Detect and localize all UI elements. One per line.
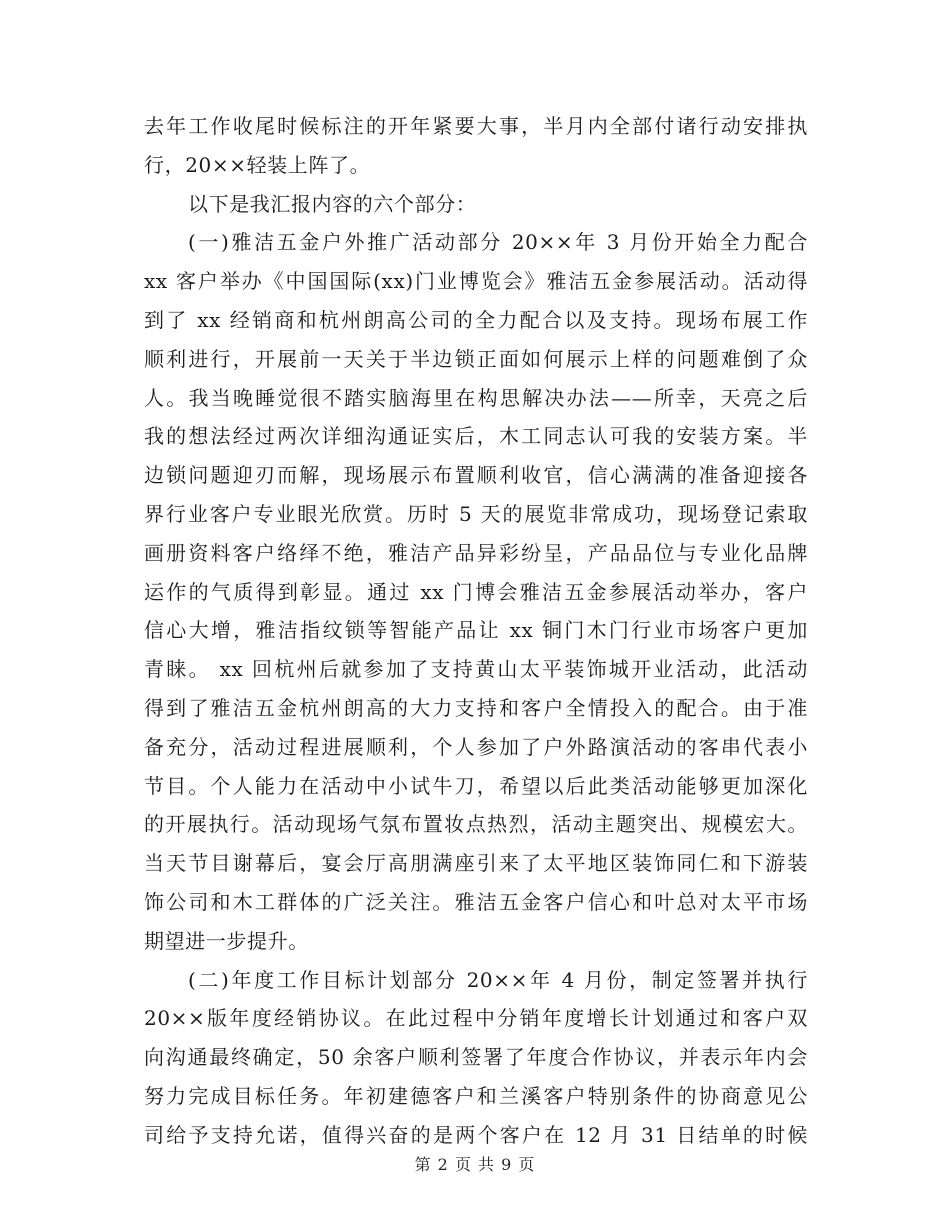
text-line: 边锁问题迎刃而解，现场展示布置顺利收官，信心满满的准备迎接各 [144,463,808,488]
text-line: 期望进一步提升。 [144,928,309,953]
text-line: 界行业客户专业眼光欣赏。历时 5 天的展览非常成功，现场登记索取 [144,501,808,526]
text-line: (一)雅洁五金户外推广活动部分 20××年 3 月份开始全力配合 [188,230,808,255]
text-line: 到了 xx 经销商和杭州朗高公司的全力配合以及支持。现场布展工作 [144,307,808,332]
text-line: 的开展执行。活动现场气氛布置妆点热烈，活动主题突出、规模宏大。 [144,812,808,837]
text-line: 得到了雅洁五金杭州朗高的大力支持和客户全情投入的配合。由于准 [144,695,808,720]
text-line: 顺利进行，开展前一天关于半边锁正面如何展示上样的问题难倒了众 [144,346,808,371]
text-line: xx 客户举办《中国国际(xx)门业博览会》雅洁五金参展活动。活动得 [144,269,808,294]
text-line: 20××版年度经销协议。在此过程中分销年度增长计划通过和客户双 [144,1006,808,1031]
document-body [144,107,808,1155]
text-line: 节目。个人能力在活动中小试牛刀，希望以后此类活动能够更加深化 [144,773,808,798]
text-line: 画册资料客户络绎不绝，雅洁产品异彩纷呈，产品品位与专业化品牌 [144,540,808,565]
text-line: 青睐。 xx 回杭州后就参加了支持黄山太平装饰城开业活动，此活动 [144,657,808,682]
text-line: 饰公司和木工群体的广泛关注。雅洁五金客户信心和叶总对太平市场 [144,889,808,914]
text-line: 去年工作收尾时候标注的开年紧要大事，半月内全部付诸行动安排执 [144,114,808,138]
text-line: 人。我当晚睡觉很不踏实脑海里在构思解决办法——所幸，天亮之后 [144,385,808,410]
page-number-footer: 第 2 页 共 9 页 [414,1155,536,1174]
text-line: 努力完成目标任务。年初建德客户和兰溪客户特别条件的协商意见公 [144,1083,808,1108]
text-line: 以下是我汇报内容的六个部分： [188,191,477,216]
text-line: 我的想法经过两次详细沟通证实后，木工同志认可我的安装方案。半 [144,424,808,449]
text-line: (二)年度工作目标计划部分 20××年 4 月份，制定签署并执行 [188,967,808,992]
text-line: 运作的气质得到彰显。通过 xx 门博会雅洁五金参展活动举办，客户 [144,579,808,604]
text-line: 向沟通最终确定，50 余客户顺利签署了年度合作协议，并表示年内会 [144,1045,808,1070]
text-line: 行，20××轻装上阵了。 [144,152,371,177]
text-line: 司给予支持允诺，值得兴奋的是两个客户在 12 月 31 日结单的时候 [144,1122,808,1147]
text-line: 信心大增，雅洁指纹锁等智能产品让 xx 铜门木门行业市场客户更加 [144,618,808,643]
text-line: 备充分，活动过程进展顺利，个人参加了户外路演活动的客串代表小 [144,734,808,759]
text-line: 当天节目谢幕后，宴会厅高朋满座引来了太平地区装饰同仁和下游装 [144,851,808,876]
